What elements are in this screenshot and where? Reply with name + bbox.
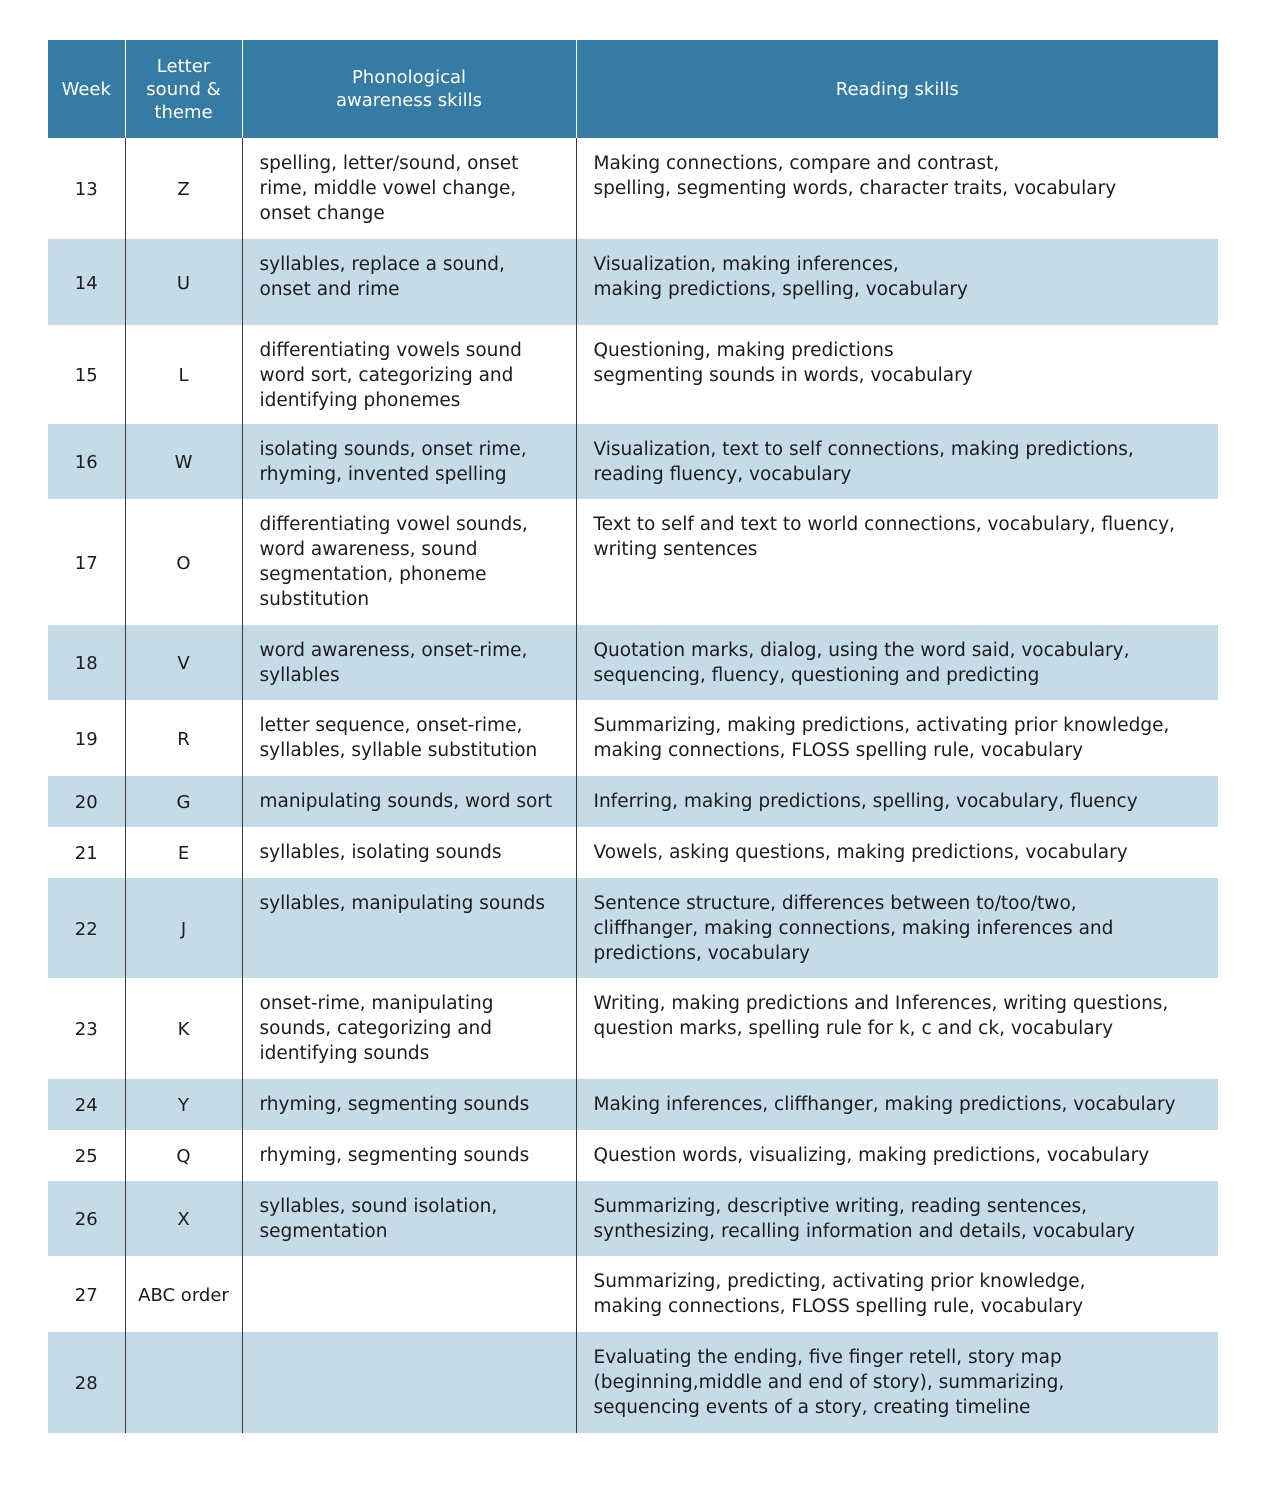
reading-cell: Summarizing, making predictions, activating prior knowledge, making connections, FLOSS spelling rule, vocabulary [576,700,1218,776]
reading-cell: Evaluating the ending, five finger retell, story map (beginning,middle and end of story), summarizing, sequencing events of a story, creating timeline [576,1332,1218,1433]
week-cell: 18 [48,625,125,700]
curriculum-table [48,40,1218,1433]
reading-cell: Making connections, compare and contrast, spelling, segmenting words, character traits, vocabulary [576,138,1218,239]
table-row [48,424,1218,499]
week-cell: 17 [74,552,98,574]
phonological-cell: syllables, sound isolation, segmentation [242,1181,576,1256]
week-cell: 16 [48,424,125,499]
reading-cell: Text to self and text to world connections, vocabulary, fluency, writing sentences [576,499,1218,625]
week-cell: 20 [48,776,125,827]
letter-cell [125,1332,242,1433]
phonological-cell: manipulating sounds, word sort [242,776,576,827]
table-row [48,827,1218,878]
week-cell: 24 [48,1079,125,1130]
table-body [48,138,1218,1433]
letter-cell: Y [125,1079,242,1130]
letter-cell: G [125,776,242,827]
phonological-cell: differentiating vowel sounds, word awareness, sound segmentation, phoneme substitution [242,499,576,625]
letter-cell: E [125,827,242,878]
phonological-cell: isolating sounds, onset rime, rhyming, invented spelling [242,424,576,499]
letter-cell: Z [125,138,242,239]
reading-cell: Inferring, making predictions, spelling, vocabulary, fluency [576,776,1218,827]
table-row [48,625,1218,700]
phonological-cell: differentiating vowels sound word sort, categorizing and identifying phonemes [242,325,576,424]
phonological-cell [242,1332,576,1433]
week-cell: 14 [48,239,125,325]
phonological-cell: syllables, isolating sounds [242,827,576,878]
letter-cell: ABC order [125,1256,242,1332]
table-row [48,1079,1218,1130]
table-row [48,978,1218,1079]
reading-cell: Writing, making predictions and Inferences, writing questions, question marks, spelling rule for k, c and ck, vocabulary [576,978,1218,1079]
reading-cell: Sentence structure, differences between to/too/two, cliffhanger, making connections, making inferences and predictions, vocabulary [576,878,1218,978]
table-row [48,1256,1218,1332]
reading-cell: Visualization, making inferences, making predictions, spelling, vocabulary [576,239,1218,325]
letter-cell: R [125,700,242,776]
reading-cell: Quotation marks, dialog, using the word said, vocabulary, sequencing, fluency, questioning and predicting [576,625,1218,700]
table-row [48,138,1218,239]
header-reading-skills: Reading skills [576,40,1218,138]
week-cell: 27 [74,1284,98,1306]
phonological-cell: letter sequence, onset-rime, syllables, syllable substitution [242,700,576,776]
table-row [48,878,1218,978]
reading-cell: Visualization, text to self connections, making predictions, reading fluency, vocabulary [576,424,1218,499]
phonological-cell: syllables, replace a sound, onset and rime [242,239,576,325]
phonological-cell: onset-rime, manipulating sounds, categorizing and identifying sounds [242,978,576,1079]
table-row [48,239,1218,325]
table-row [48,499,1218,625]
reading-cell: Summarizing, descriptive writing, reading sentences, synthesizing, recalling information and details, vocabulary [576,1181,1218,1256]
letter-cell: V [125,625,242,700]
letter-cell: Q [125,1130,242,1181]
week-cell: 25 [74,1146,98,1167]
week-cell: 13 [74,179,98,200]
reading-cell: Summarizing, predicting, activating prior knowledge, making connections, FLOSS spelling rule, vocabulary [576,1256,1218,1332]
letter-cell: L [125,325,242,424]
header-row [48,40,1218,138]
table-row [48,700,1218,776]
reading-cell: Questioning, making predictions segmenting sounds in words, vocabulary [576,325,1218,424]
letter-cell: K [125,978,242,1079]
header-phonological-skills: Phonological awareness skills [242,40,576,138]
phonological-cell: syllables, manipulating sounds [242,878,576,978]
week-cell: 22 [48,878,125,978]
week-cell: 28 [48,1332,125,1433]
letter-cell: J [125,878,242,978]
phonological-cell [242,1256,576,1332]
week-cell: 15 [74,365,98,386]
letter-cell: W [125,424,242,499]
week-cell: 19 [74,728,98,750]
reading-cell: Making inferences, cliffhanger, making predictions, vocabulary [576,1079,1218,1130]
header-week: Week [48,40,125,138]
table-row [48,776,1218,827]
phonological-cell: word awareness, onset-rime, syllables [242,625,576,700]
reading-cell: Question words, visualizing, making predictions, vocabulary [576,1130,1218,1181]
table-row [48,1332,1218,1433]
letter-cell: O [125,499,242,625]
table-row [48,325,1218,424]
week-cell: 23 [74,1019,98,1040]
phonological-cell: spelling, letter/sound, onset rime, middle vowel change, onset change [242,138,576,239]
reading-cell: Vowels, asking questions, making predictions, vocabulary [576,827,1218,878]
table-row [48,1130,1218,1181]
table-row [48,1181,1218,1256]
phonological-cell: rhyming, segmenting sounds [242,1079,576,1130]
header-letter-sound-theme: Letter sound & theme [125,40,242,138]
week-cell: 21 [74,843,98,864]
letter-cell: X [125,1181,242,1256]
letter-cell: U [125,239,242,325]
week-cell: 26 [48,1181,125,1256]
phonological-cell: rhyming, segmenting sounds [242,1130,576,1181]
